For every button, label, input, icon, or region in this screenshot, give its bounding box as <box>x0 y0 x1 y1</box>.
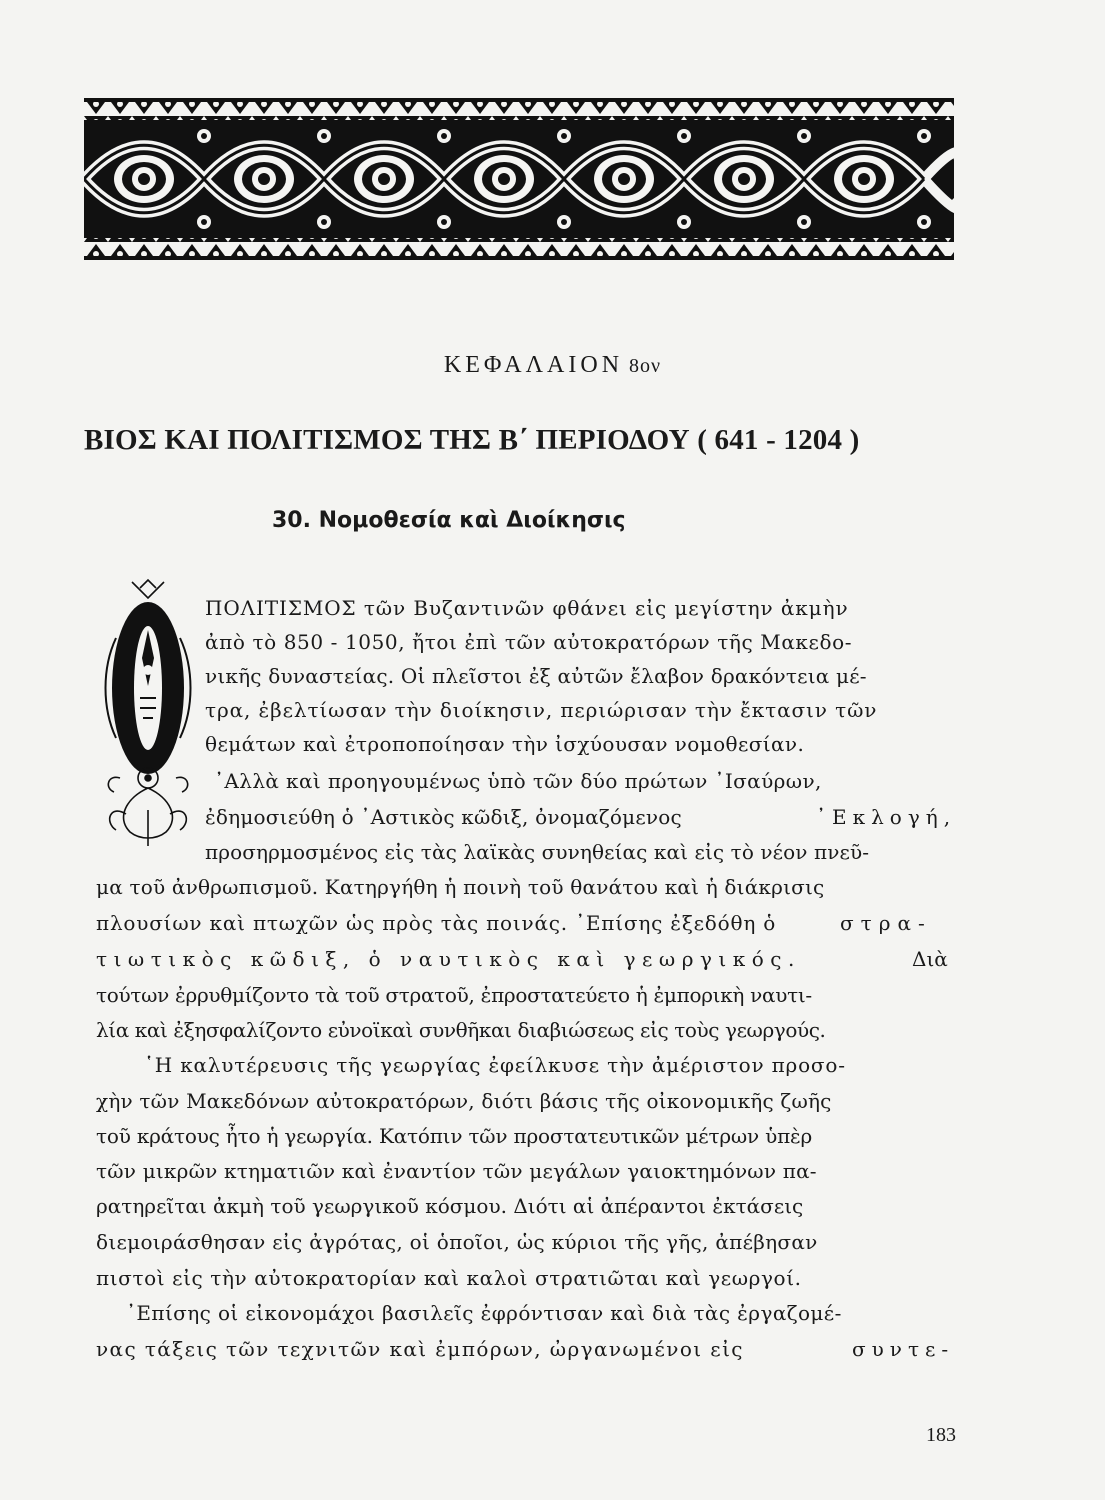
text-line: τρα, ἐβελτίωσαν τὴν διοίκησιν, περιώρισαν τὴν ἔκτασιν τῶν <box>205 698 878 722</box>
chapter-label <box>0 352 1105 379</box>
text-line: ᾿Επίσης οἱ εἰκονομάχοι βασιλεῖς ἐφρόντισαν καὶ διὰ τὰς ἐργαζομέ- <box>126 1301 842 1325</box>
text-line: πλουσίων καὶ πτωχῶν ὡς πρὸς τὰς ποινάς. ᾿Επίσης ἐξεδόθη ὁ <box>96 911 777 935</box>
text-line: ΠΟΛΙΤΙΣΜΟΣ τῶν Βυζαντινῶν φθάνει εἰς μεγίστην ἀκμὴν <box>205 596 849 620</box>
ornamental-header-band <box>84 98 954 260</box>
text-line: ἀπὸ τὸ 850 - 1050, ἤτοι ἐπὶ τῶν αὐτοκρατόρων τῆς Μακεδο- <box>205 630 853 654</box>
text-line: μα τοῦ ἀνθρωπισμοῦ. Κατηργήθη ἡ ποινὴ τοῦ θανάτου καὶ ἡ διάκρισις <box>96 875 825 899</box>
chapter-number: 8ον <box>629 355 662 377</box>
text-line: ρατηρεῖται ἀκμὴ τοῦ γεωργικοῦ κόσμου. Διότι αἱ ἀπέραντοι ἐκτάσεις <box>96 1194 804 1218</box>
text-line: Διὰ <box>912 947 948 971</box>
text-line: νικῆς δυναστείας. Οἱ πλεῖστοι ἐξ αὐτῶν ἔλαβον δρακόντεια μέ- <box>205 664 867 688</box>
text-line-spaced: ᾿Εκλογή, <box>816 805 957 829</box>
section-title: 30. Νομοθεσία καὶ Διοίκησις <box>272 508 626 533</box>
text-line: προσηρμοσμένος εἰς τὰς λαϊκὰς συνηθείας καὶ εἰς τὸ νέον πνεῦ- <box>205 840 870 864</box>
text-line: τοῦ κράτους ἦτο ἡ γεωργία. Κατόπιν τῶν προστατευτικῶν μέτρων ὑπὲρ <box>96 1124 813 1148</box>
chapter-word: ΚΕΦΑΛΑΙΟΝ <box>443 352 624 378</box>
text-line-spaced: τιωτικὸς κῶδιξ, ὁ ναυτικὸς καὶ γεωργικός. <box>96 947 801 971</box>
text-line: λία καὶ ἐξησφαλίζοντο εὐνοϊκαὶ συνθῆκαι διαβιώσεως εἰς τοὺς γεωργούς. <box>96 1018 826 1042</box>
text-line-spaced: συντε- <box>852 1337 955 1361</box>
text-line: τῶν μικρῶν κτηματιῶν καὶ ἐναντίον τῶν μεγάλων γαιοκτημόνων πα- <box>96 1159 817 1183</box>
text-line-spaced: στρα- <box>840 911 932 935</box>
text-line: πιστοὶ εἰς τὴν αὐτοκρατορίαν καὶ καλοὶ στρατιῶται καὶ γεωργοί. <box>96 1266 802 1290</box>
text-line: νας τάξεις τῶν τεχνιτῶν καὶ ἐμπόρων, ὠργανωμένοι εἰς <box>96 1337 744 1361</box>
chapter-title: ΒΙΟΣ ΚΑΙ ΠΟΛΙΤΙΣΜΟΣ ΤΗΣ Β΄ ΠΕΡΙΟΔΟΥ ( 641 - 1204 ) <box>84 424 860 456</box>
dropcap-letter-o-icon <box>106 602 191 774</box>
text-line: τούτων ἐρρυθμίζοντο τὰ τοῦ στρατοῦ, ἐπροστατεύετο ἡ ἐμπορικὴ ναυτι- <box>96 983 812 1007</box>
text-line: ἐδημοσιεύθη ὁ ᾿Αστικὸς κῶδιξ, ὀνομαζόμενος <box>205 805 682 829</box>
text-line: διεμοιράσθησαν εἰς ἀγρότας, οἱ ὁποῖοι, ὡς κύριοι τῆς γῆς, ἀπέβησαν <box>96 1230 818 1254</box>
text-line: ᾿Αλλὰ καὶ προηγουμένως ὑπὸ τῶν δύο πρώτων ᾿Ισαύρων, <box>214 769 822 793</box>
text-line: θεμάτων καὶ ἐτροποποίησαν τὴν ἰσχύουσαν νομοθεσίαν. <box>205 732 805 756</box>
decorative-dropcap-letter <box>96 578 196 850</box>
text-line: χὴν τῶν Μακεδόνων αὐτοκρατόρων, διότι βάσις τῆς οἰκονομικῆς ζωῆς <box>96 1089 832 1113</box>
page-number: 183 <box>926 1424 956 1446</box>
text-line: ῾Η καλυτέρευσις τῆς γεωργίας ἐφείλκυσε τὴν ἀμέριστον προσο- <box>144 1053 846 1077</box>
